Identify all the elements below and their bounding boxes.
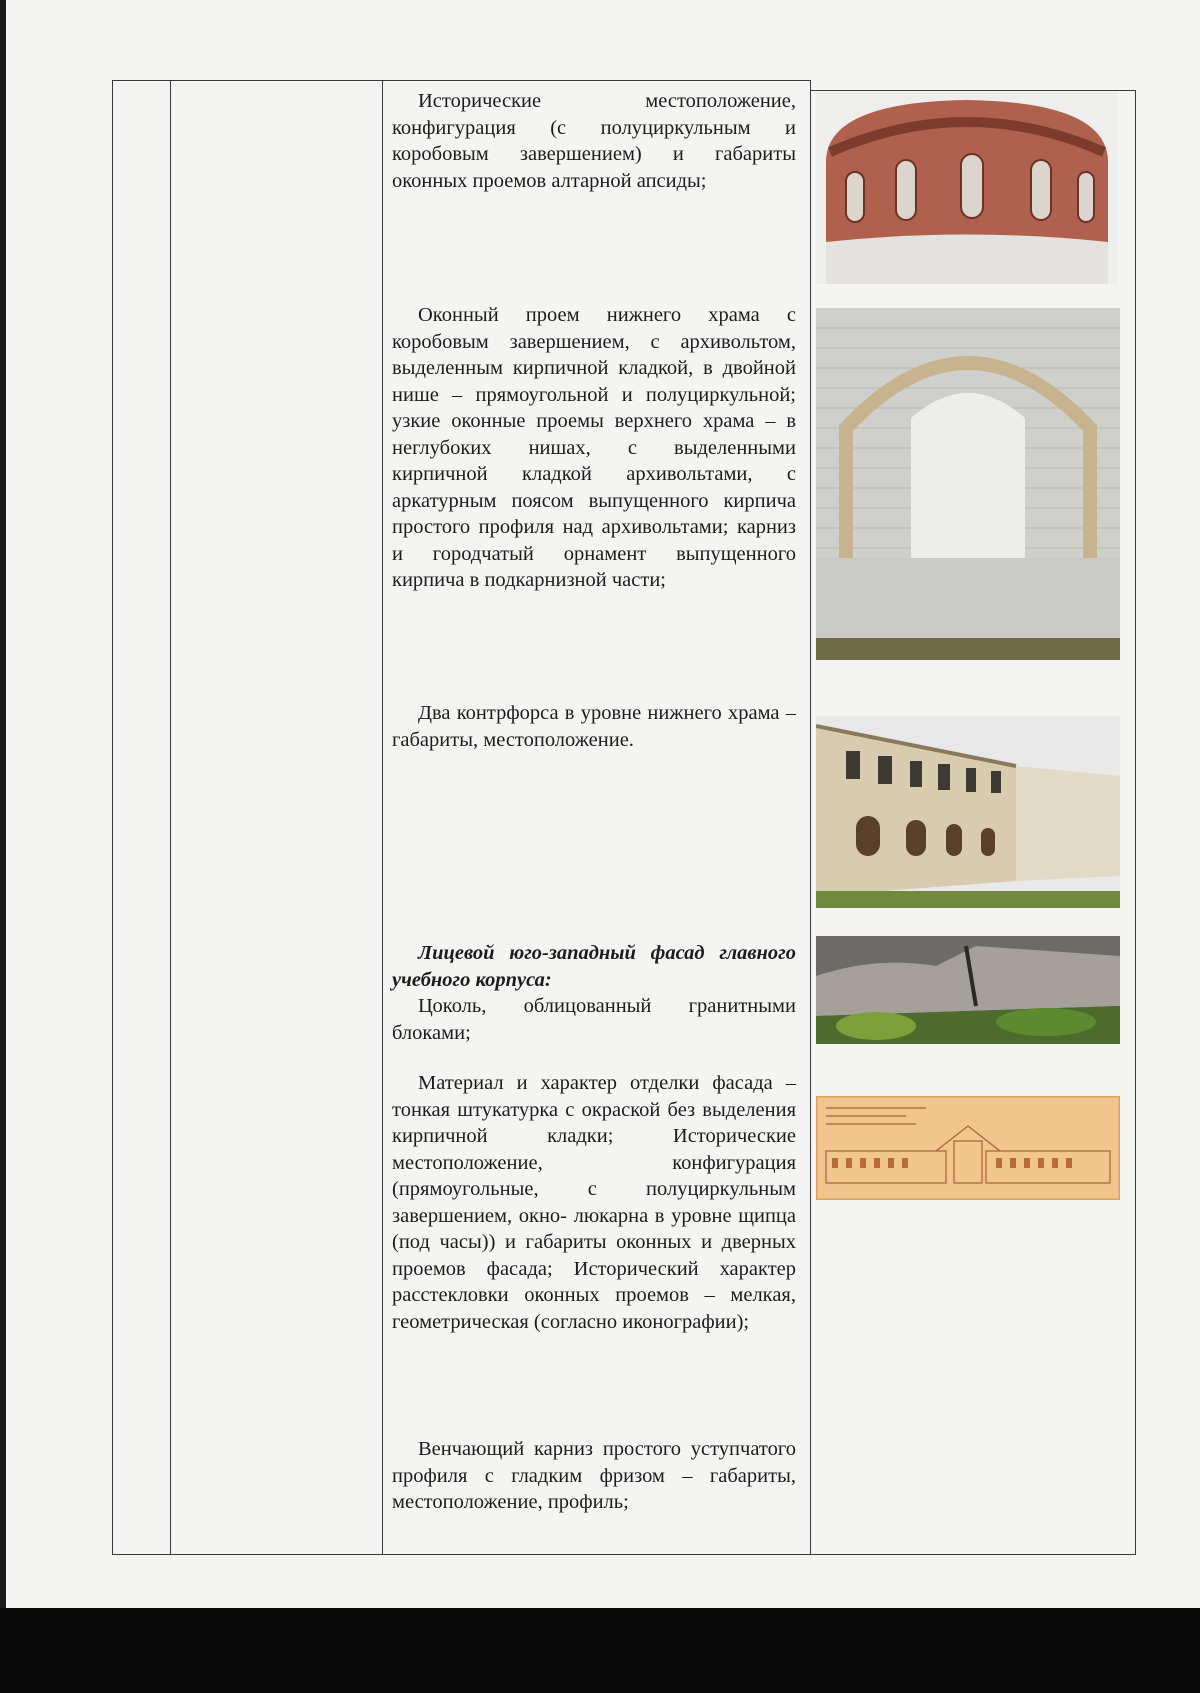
building-facade-photo <box>816 716 1120 908</box>
granite-plinth-photo <box>816 936 1120 1044</box>
text-block-cornice <box>392 1436 796 1516</box>
text-block-facade-finish <box>392 1070 796 1335</box>
table-bottom-border <box>112 1554 1136 1555</box>
text-block-buttresses <box>392 700 796 753</box>
table-border-col3 <box>810 80 811 1554</box>
section-heading: Лицевой юго-западный фасад главного учебного корпуса: <box>392 942 796 991</box>
historic-drawing-photo <box>816 1096 1120 1200</box>
paragraph: Оконный проем нижнего храма с коробовым завершением, с архивольтом, выделенным кирпичной кладкой, в двойной нише – прямоугольной и полуциркульной; узкие оконные проемы верхнего храма – в неглубоких нишах, с выделенными кирпичной кладкой архивольтами, с аркатурным поясом выпущенного кирпича простого профиля над архивольтами; карниз и городчатый орнамент выпущенного кирпича в подкарнизной части; <box>392 304 796 591</box>
paragraph: Цоколь, облицованный гранитными блоками; <box>392 995 796 1044</box>
table-top-border <box>112 80 810 81</box>
text-block-facade-heading <box>392 940 796 1046</box>
table-border-right <box>1135 90 1136 1554</box>
paragraph: Два контрфорса в уровне нижнего храма – габариты, местоположение. <box>392 702 796 751</box>
table-top-border-right <box>810 90 1136 91</box>
table-border-left <box>112 80 113 1554</box>
table-border-col1 <box>170 80 171 1554</box>
text-block-apse-windows <box>392 88 796 194</box>
paragraph: Венчающий карниз простого уступчатого профиля с гладким фризом – габариты, местоположение, профиль; <box>392 1438 796 1513</box>
window-niche-photo <box>816 308 1120 660</box>
paragraph: Материал и характер отделки фасада – тонкая штукатурка с окраской без выделения кирпичной кладки; Исторические местоположение, конфигурация (прямоугольные, с полуциркульным завершением, окно- люкарна в уровне щипца (под часы)) и габариты оконных и дверных проемов фасада; Исторический характер расстекловки оконных проемов – мелкая, геометрическая (согласно иконографии); <box>392 1072 796 1333</box>
scan-bottom-bar <box>0 1608 1200 1693</box>
text-block-lower-temple-window <box>392 302 796 594</box>
scan-edge <box>0 0 6 1693</box>
apse-photo <box>816 92 1118 284</box>
paragraph: Исторические местоположение, конфигурация (с полуциркульным и коробовым завершением) и габариты оконных проемов алтарной апсиды; <box>392 90 796 192</box>
table-border-col2 <box>382 80 383 1554</box>
